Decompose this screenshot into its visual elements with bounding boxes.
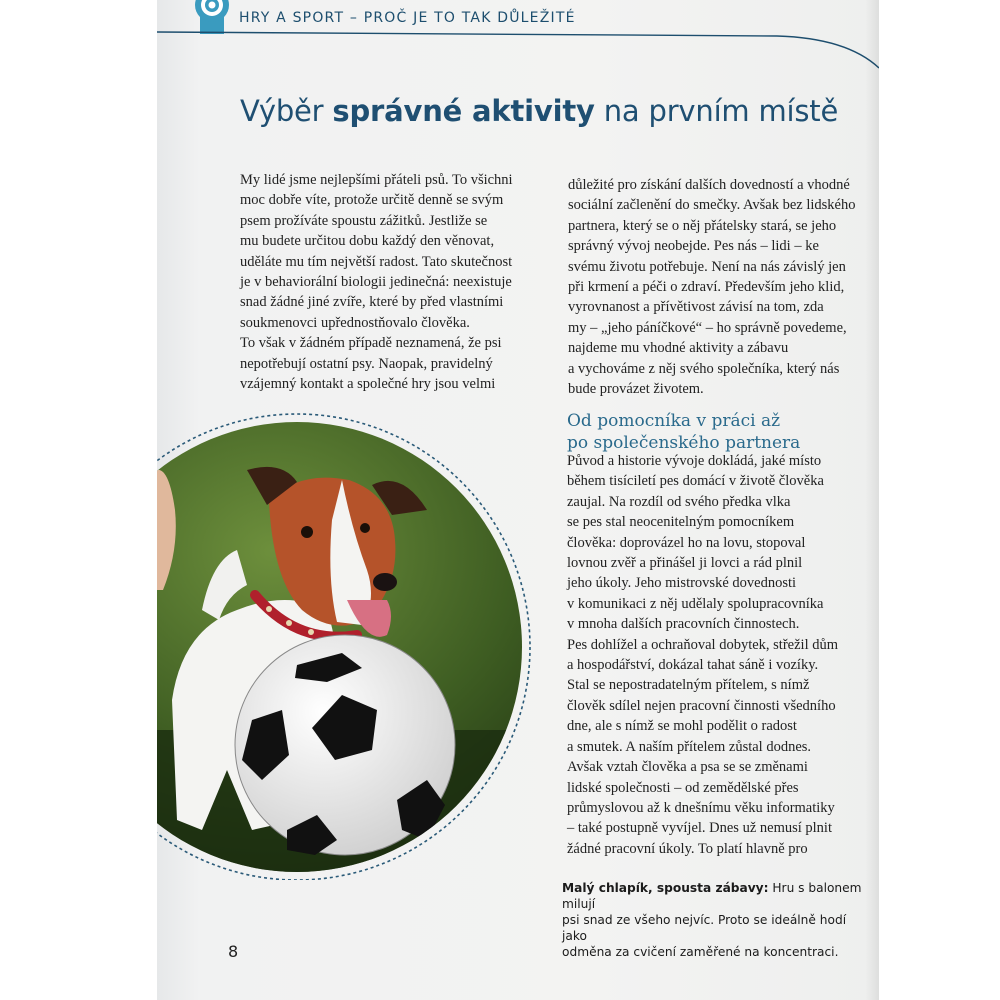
left-paragraph-1: My lidé jsme nejlepšími přáteli psů. To všichni moc dobře víte, protože určitě denně se svým psem prožíváte spoustu zážitků. Jestliže se mu budete určitou dobu každý den věnovat, uděláte mu tím největší radost. Tato skutečnost je v behaviorální biologii jedinečná: neexistuje snad žádné jiné zvíře, které by před vlastními soukmenovci upřednostňovalo člověka. bbox=[240, 172, 513, 331]
header-rule bbox=[157, 30, 879, 70]
title-part-bold: správné aktivity bbox=[332, 94, 595, 128]
right-column-top bbox=[568, 175, 868, 399]
title-part-1: Výběr bbox=[240, 94, 333, 128]
page-number: 8 bbox=[228, 942, 239, 961]
title-part-3: na prvním místě bbox=[594, 94, 839, 128]
soccer-ball bbox=[235, 635, 455, 855]
page-title bbox=[240, 94, 838, 128]
left-column bbox=[240, 170, 540, 394]
circle-emblem-icon bbox=[192, 0, 232, 34]
running-header: HRY A SPORT – PROČ JE TO TAK DŮLEŽITÉ bbox=[239, 10, 576, 26]
caption-bold: Malý chlapík, spousta zábavy: bbox=[562, 881, 769, 895]
photo-caption bbox=[562, 880, 862, 960]
left-paragraph-2: To však v žádném případě neznamená, že psi nepotřebují ostatní psy. Naopak, pravidelný vzájemný kontakt a společné hry jsou velmi bbox=[240, 335, 502, 393]
right-column-bottom bbox=[567, 451, 867, 859]
right-paragraph-2: Původ a historie vývoje dokládá, jaké místo během tisíciletí pes domácí v životě člověka zaujal. Na rozdíl od svého předka vlka se pes stal neocenitelným pomocníkem člověka: doprovázel ho na lovu, stopoval lovnou zvěř a přinášel ji lovci a rád plnil jeho úkoly. Jeho mistrovské dovednosti v komunikaci z něj udělaly spolupracovníka v mnoha dalších pracovních činnostech. Pes dohlížel a ochraňoval dobytek, střežil dům a hospodářství, dokázal tahat sáně i vozíky. Stal se nepostradatelným přítelem, s nímž člověk sdílel nejen pracovní činnosti všedního dne, ale s nímž se mohl podělit o radost a smutek. A naším přítelem zůstal dodnes. Avšak vztah člověka a psa se se změnami lidské společnosti – od zemědělské přes průmyslovou až k dnešnímu věku informatiky – také postupně vyvíjel. Dnes už nemusí plnit žádné pracovní úkoly. To platí hlavně pro bbox=[567, 453, 838, 857]
dog-photo bbox=[157, 410, 547, 880]
section-subheading: Od pomocníka v práci až po společenského partnera bbox=[567, 411, 801, 453]
right-paragraph-1: důležité pro získání dalších dovedností a vhodné sociální začlenění do smečky. Avšak bez lidského partnera, který se o něj přátelsky stará, se jeho správný vývoj neobejde. Pes nás – lidi – ke svému životu potřebuje. Není na nás závislý jen při krmení a péči o zdraví. Především jeho klid, vyrovnanost a přívětivost závisí na tom, zda my – „jeho páníčkové“ – ho správně povedeme, najdeme mu vhodné aktivity a zábavu a vychováme z něj svého společníka, který nás bude provázet životem. bbox=[568, 177, 856, 398]
page-edge-shadow bbox=[865, 0, 879, 1000]
book-page bbox=[157, 0, 879, 1000]
caption-text: Hru s balonem milují psi snad ze všeho nejvíc. Proto se ideálně hodí jako odměna za cvičení zaměřené na koncentraci. bbox=[562, 881, 862, 959]
dog-nose bbox=[373, 573, 397, 591]
